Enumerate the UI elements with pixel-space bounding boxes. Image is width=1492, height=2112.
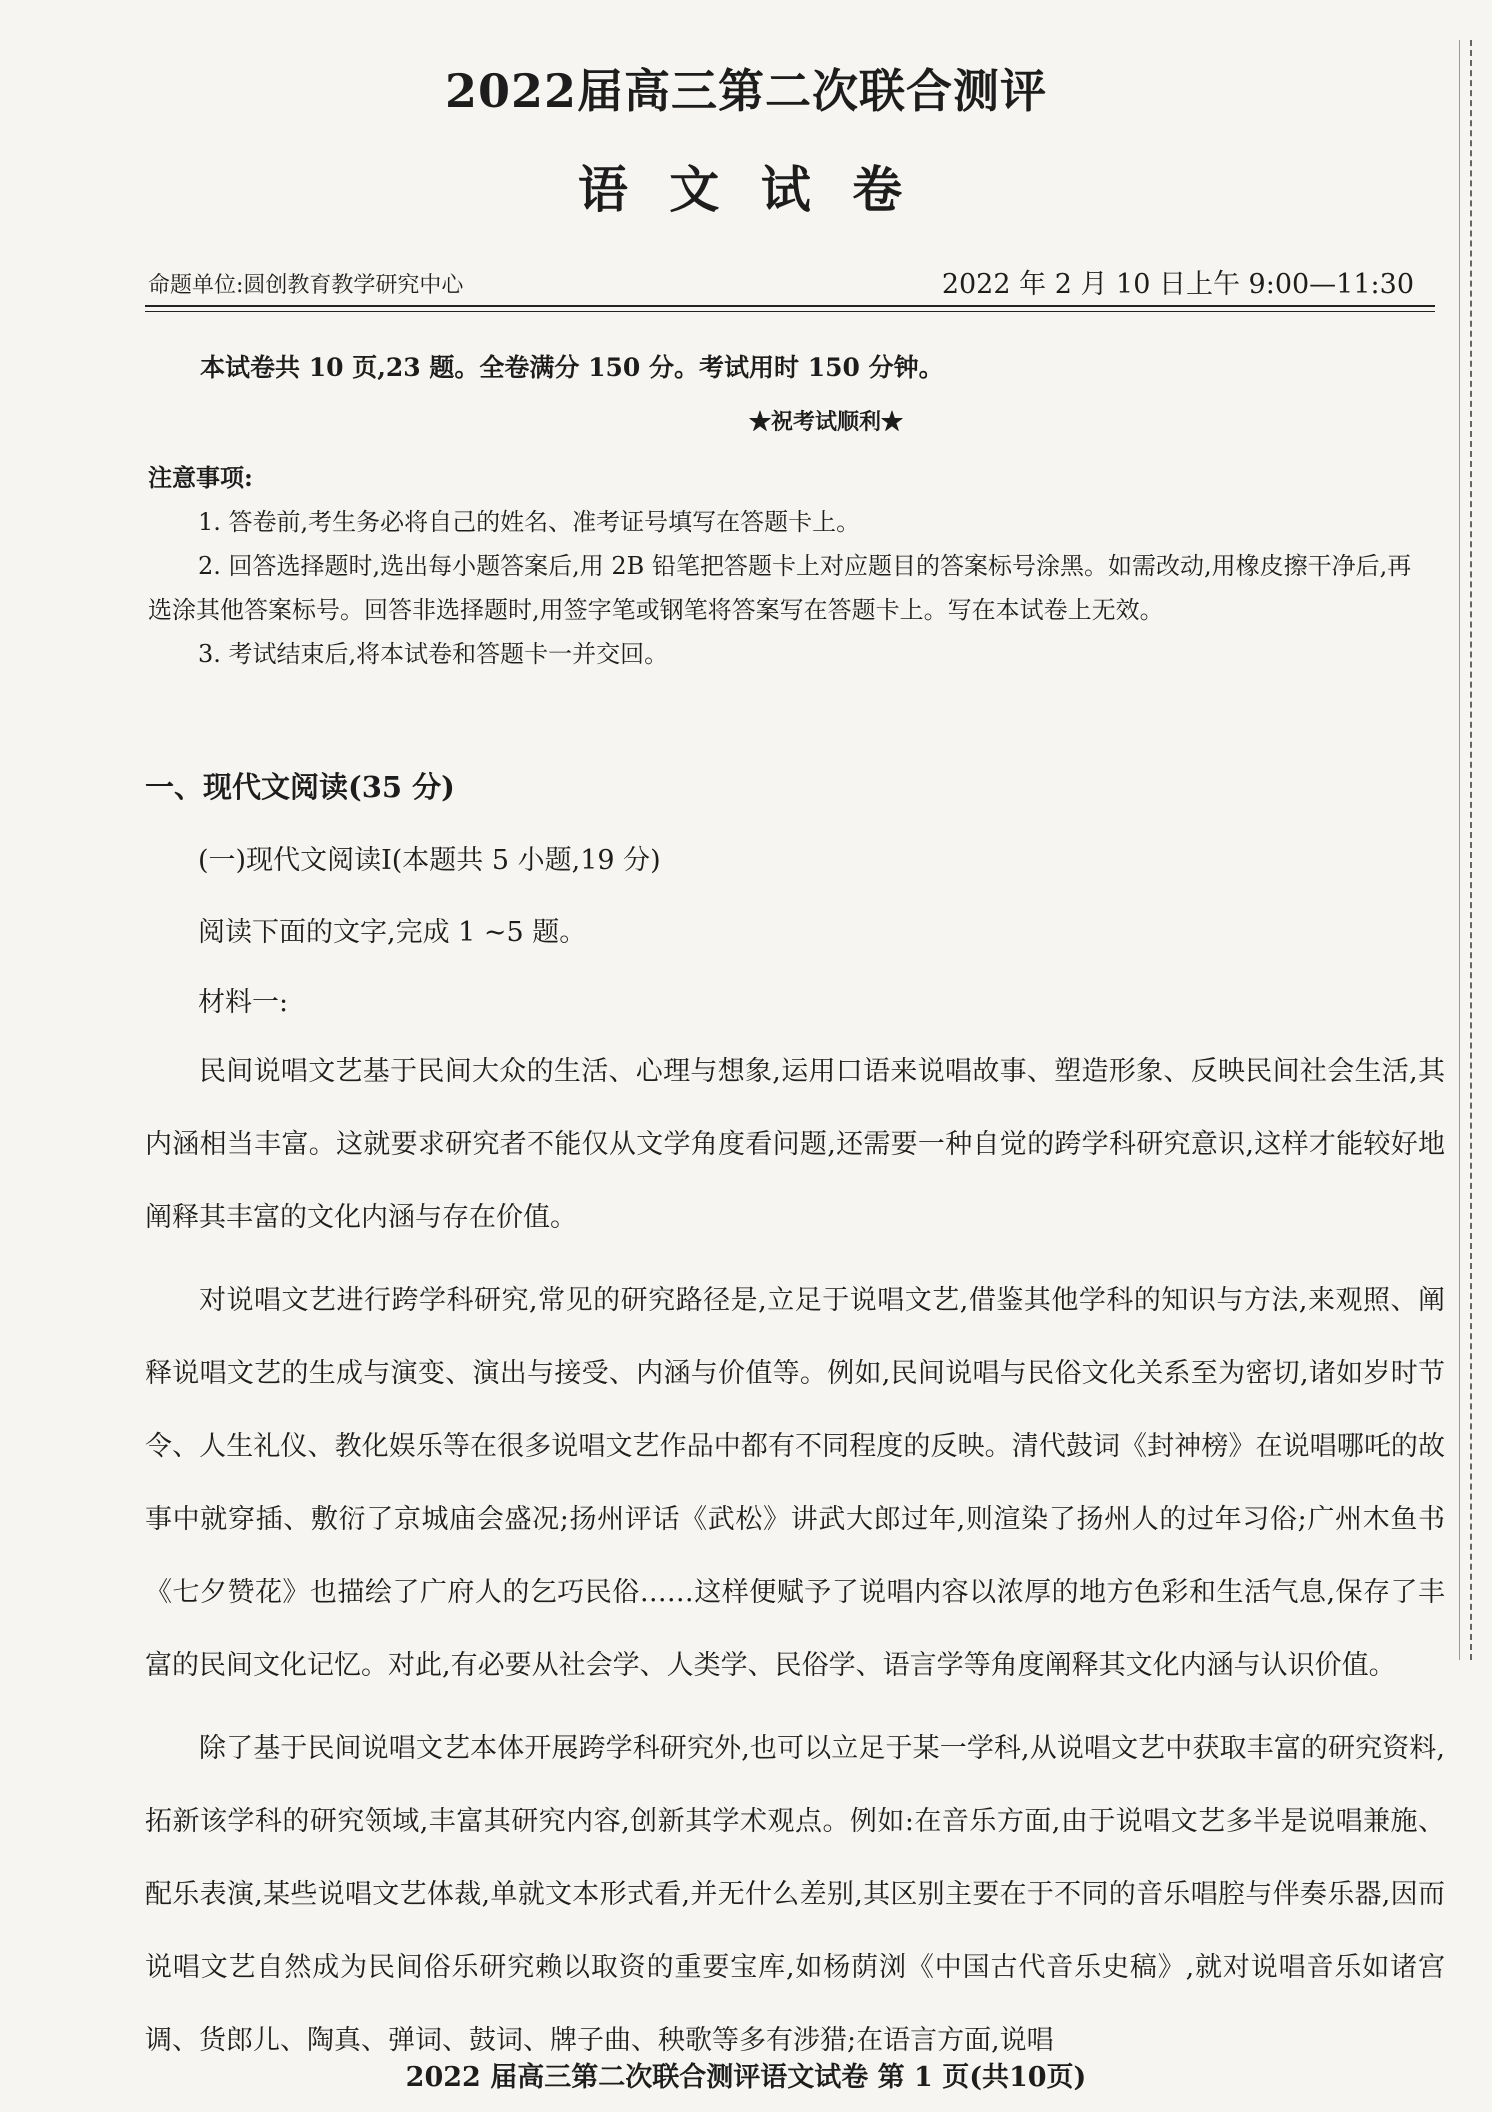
passage-paragraph: 民间说唱文艺基于民间大众的生活、心理与想象,运用口语来说唱故事、塑造形象、反映民间社会生活,其内涵相当丰富。这就要求研究者不能仅从文学角度看问题,还需要一种自觉的跨学科研究意识,这样才能较好地阐释其丰富的文化内涵与存在价值。 bbox=[145, 1056, 1445, 1233]
header-rule-thin bbox=[145, 311, 1435, 312]
section-heading: 一、现代文阅读(35 分) bbox=[145, 770, 455, 804]
notice-item: 3. 考试结束后,将本试卷和答题卡一并交回。 bbox=[198, 640, 669, 668]
page-footer: 2022 届高三第二次联合测评语文试卷 第 1 页(共10页) bbox=[405, 2062, 1087, 2093]
good-luck-banner: ★祝考试顺利★ bbox=[748, 409, 903, 435]
binding-line bbox=[1459, 40, 1464, 1660]
notice-list bbox=[148, 500, 1433, 676]
exam-intro: 本试卷共 10 页,23 题。全卷满分 150 分。考试用时 150 分钟。 bbox=[200, 353, 944, 382]
binding-edge bbox=[1470, 40, 1484, 1660]
exam-subject: 语 文 试 卷 bbox=[577, 160, 915, 219]
notice-title: 注意事项: bbox=[148, 463, 253, 492]
exam-time: 2022 年 2 月 10 日上午 9:00—11:30 bbox=[941, 269, 1414, 300]
reading-instruction: 阅读下面的文字,完成 1 ~5 题。 bbox=[198, 917, 587, 948]
material-label: 材料一: bbox=[198, 987, 289, 1018]
exam-title: 2022届高三第二次联合测评 bbox=[444, 64, 1048, 118]
passage-body bbox=[145, 1035, 1445, 2087]
passage-paragraph: 除了基于民间说唱文艺本体开展跨学科研究外,也可以立足于某一学科,从说唱文艺中获取丰富的研究资料,拓新该学科的研究领域,丰富其研究内容,创新其学术观点。例如:在音乐方面,由于说唱文艺多半是说唱兼施、配乐表演,某些说唱文艺体裁,单就文本形式看,并无什么差别,其区别主要在于不同的音乐唱腔与伴奏乐器,因而说唱文艺自然成为民间俗乐研究赖以取资的重要宝库,如杨荫浏《中国古代音乐史稿》,就对说唱音乐如诸宫调、货郎儿、陶真、弹词、鼓词、牌子曲、秧歌等多有涉猎;在语言方面,说唱 bbox=[145, 1733, 1445, 2056]
header-rule bbox=[145, 305, 1435, 307]
author-unit: 命题单位:圆创教育教学研究中心 bbox=[148, 273, 464, 298]
notice-item: 1. 答卷前,考生务必将自己的姓名、准考证号填写在答题卡上。 bbox=[198, 508, 861, 536]
notice-item: 2. 回答选择题时,选出每小题答案后,用 2B 铅笔把答题卡上对应题目的答案标号涂黑。如需改动,用橡皮擦干净后,再选涂其他答案标号。回答非选择题时,用签字笔或钢笔将答案写在答题卡上。写在本试卷上无效。 bbox=[148, 552, 1412, 624]
passage-paragraph: 对说唱文艺进行跨学科研究,常见的研究路径是,立足于说唱文艺,借鉴其他学科的知识与方法,来观照、阐释说唱文艺的生成与演变、演出与接受、内涵与价值等。例如,民间说唱与民俗文化关系至为密切,诸如岁时节令、人生礼仪、教化娱乐等在很多说唱文艺作品中都有不同程度的反映。清代鼓词《封神榜》在说唱哪吒的故事中就穿插、敷衍了京城庙会盛况;扬州评话《武松》讲武大郎过年,则渲染了扬州人的过年习俗;广州木鱼书《七夕赞花》也描绘了广府人的乞巧民俗……这样便赋予了说唱内容以浓厚的地方色彩和生活气息,保存了丰富的民间文化记忆。对此,有必要从社会学、人类学、民俗学、语言学等角度阐释其文化内涵与认识价值。 bbox=[145, 1285, 1445, 1681]
subsection-heading: (一)现代文阅读Ⅰ(本题共 5 小题,19 分) bbox=[198, 845, 661, 876]
